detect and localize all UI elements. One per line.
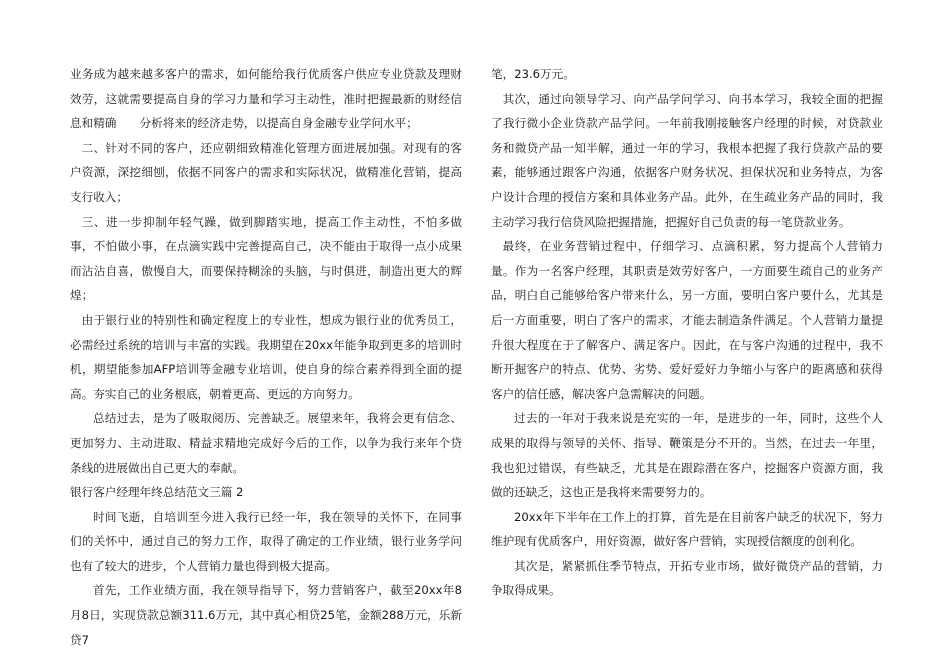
paragraph-continuation: 业务成为越来越多客户的需求，如何能给我行优质客户供应专业贷款及理财效劳，这就需要提高自身的学习力量和学习主动性，准时把握最新的财经信息和精确 分析将来的经济走势，以提高自身金融专业学问水平； bbox=[70, 67, 462, 131]
paragraph-learning: 其次，通过向领导学习、向产品学问学习、向书本学习，我较全面的把握了我行微小企业贷款产品学问。一年前我刚接触客户经理的时候，对贷款业务和微贷产品一知半解，通过一年的学习，我根本把握了我行贷款产品的要素，能够通过跟客户沟通，依据客户财务状况、担保状况和业务特点，为客户设计合理的授信方案和具体业务产品。此外，在生疏业务产品的同时，我主动学习我行信贷风险把握措施，把握好自己负责的每一笔贷款业务。 bbox=[491, 91, 883, 229]
paragraph-summary: 总结过去，是为了吸取阅历、完善缺乏。展望来年，我将会更有信念、更加努力、主动进取、精益求精地完成好今后的工作，以争为我行来年个贷条线的进展做出自己更大的奉献。 bbox=[70, 411, 462, 475]
paragraph-plan: 20xx年下半年在工作上的打算，首先是在目前客户缺乏的状况下，努力维护现有优质客户，用好资源，做好客户营销，实现授信额度的创利化。 bbox=[491, 509, 883, 549]
paragraph-point-three: 三、进一步抑制年轻气躁，做到脚踏实地，提高工作主动性，不怕多做事，不怕做小事，在点滴实践中完善提高自己，决不能由于取得一点小成果而沾沾自喜，傲慢自大，而要保持糊涂的头脑，与时俱进，制造出更大的辉煌； bbox=[70, 214, 462, 303]
paragraph-performance: 首先，工作业绩方面，我在领导指导下，努力营销客户，截至20xx年8月8日，实现贷款总额311.6万元，其中真心相贷25笔，金额288万元，乐新贷7 bbox=[70, 583, 462, 647]
section-heading: 银行客户经理年终总结范文三篇 2 bbox=[70, 485, 244, 500]
paragraph-marketing: 最终，在业务营销过程中，仔细学习、点滴积累，努力提高个人营销力量。作为一名客户经理，其职责是效劳好客户，一方面要生疏自己的业务产品，明白自己能够给客户带来什么，另一方面，要明白客户要什么，尤其是后一方面重要，明白了客户的需求，才能去制造条件满足。个人营销力量提升很大程度在于了解客户、满足客户。因此，在与客户沟通的过程中，我不断开掘客户的特点、优势、劣势、爱好爱好力争缩小与客户的距离感和获得客户的信任感，解决客户急需解决的问题。 bbox=[491, 239, 883, 401]
left-column bbox=[70, 62, 462, 652]
paragraph-point-two: 二、针对不同的客户，还应朝细致精准化管理方面进展加强。对现有的客户资源，深挖细刨，依据不同客户的需求和实际状况，做精准化营销，提高支行收入； bbox=[70, 140, 462, 204]
paragraph-continuation-right: 笔，23.6万元。 bbox=[491, 67, 575, 81]
paragraph-reflection: 过去的一年对于我来说是充实的一年，是进步的一年，同时，这些个人成果的取得与领导的关怀、指导、鞭策是分不开的。当然，在过去一年里，我也犯过错误，有些缺乏，尤其是在跟踪潜在客户，挖掘客户资源方面，我做的还缺乏，这也正是我将来需要努力的。 bbox=[491, 411, 883, 500]
paragraph-training: 由于银行业的特别性和确定程度上的专业性，想成为银行业的优秀员工，必需经过系统的培训与丰富的实践。我期望在20xx年能争取到更多的培训时机，期望能参加AFP培训等金融专业培训，使自身的综合素养得到全面的提高。夯实自己的业务根底，朝着更高、更远的方向努力。 bbox=[70, 312, 462, 401]
paragraph-intro: 时间飞逝，自培训至今进入我行已经一年，我在领导的关怀下，在同事们的关怀中，通过自己的努力工作，取得了确定的工作业绩，银行业务学问也有了较大的进步，个人营销力量也得到极大提高。 bbox=[70, 509, 462, 573]
right-column bbox=[491, 62, 883, 603]
paragraph-next: 其次是，紧紧抓住季节特点，开拓专业市场，做好微贷产品的营销，力争取得成果。 bbox=[491, 558, 883, 598]
